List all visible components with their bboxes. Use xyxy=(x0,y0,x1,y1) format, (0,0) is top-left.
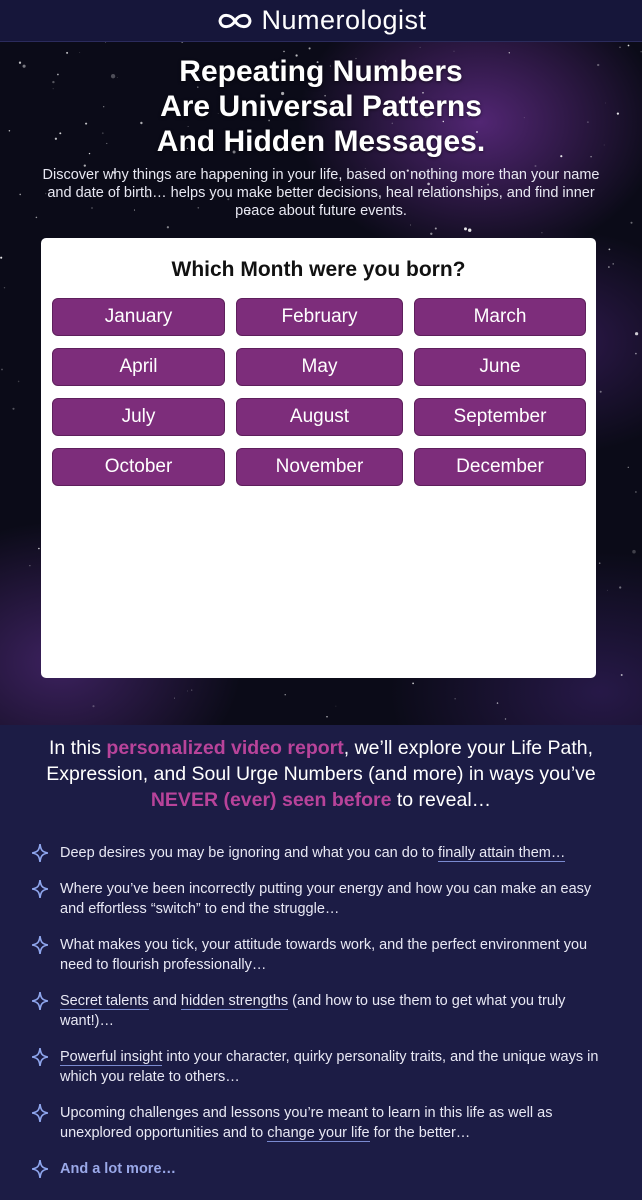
benefits-list xyxy=(32,843,612,1195)
hero-section xyxy=(0,42,642,725)
intro-text-2: , we’ll explore your Life Path, Expression, and Soul Urge Numbers (and more) in ways you’ve xyxy=(46,737,596,785)
bullet-text: into your character, quirky personality traits, and the unique ways in which you relate to others… xyxy=(60,1049,599,1085)
star xyxy=(632,550,636,554)
month-button-october[interactable]: October xyxy=(52,448,225,486)
star xyxy=(635,353,637,355)
star xyxy=(38,548,40,550)
star xyxy=(430,233,432,235)
month-button-january[interactable]: January xyxy=(52,298,225,336)
star xyxy=(619,47,621,49)
star xyxy=(619,586,621,588)
star xyxy=(0,257,2,259)
star xyxy=(92,705,94,707)
bullet-underline: Powerful insight xyxy=(60,1049,163,1065)
star xyxy=(105,42,106,43)
hero-subtext: Discover why things are happening in your life, based on nothing more than your name and date of birth… helps you make better decisions, heal relationships, and find inner peace about future events. xyxy=(42,167,600,219)
bullet-text: Where you’ve been incorrectly putting your energy and how you can make an easy and effortless “switch” to end the struggle… xyxy=(60,881,592,917)
star xyxy=(454,51,455,52)
intro-highlight-personalized: personalized video report xyxy=(106,737,344,759)
bullet-text: and xyxy=(148,993,181,1009)
list-item xyxy=(32,843,612,863)
star xyxy=(4,287,5,288)
month-button-march[interactable]: March xyxy=(414,298,586,336)
star xyxy=(187,691,188,692)
month-button-february[interactable]: February xyxy=(236,298,403,336)
sparkle-icon xyxy=(32,1048,48,1066)
star xyxy=(1,369,3,371)
intro-paragraph xyxy=(20,735,622,813)
sparkle-icon xyxy=(32,880,48,898)
list-item xyxy=(32,935,612,975)
star xyxy=(191,690,192,691)
star xyxy=(621,674,623,676)
star xyxy=(420,47,421,48)
star xyxy=(541,232,542,233)
star xyxy=(336,706,337,707)
star xyxy=(283,51,284,52)
bullet-underline: Secret talents xyxy=(60,993,149,1009)
star xyxy=(635,491,637,493)
star xyxy=(167,226,169,228)
star xyxy=(12,408,14,410)
star xyxy=(600,391,602,393)
month-button-july[interactable]: July xyxy=(52,398,225,436)
month-button-june[interactable]: June xyxy=(414,348,586,386)
brand-logo-text[interactable]: Numerologist xyxy=(261,5,427,35)
month-button-december[interactable]: December xyxy=(414,448,586,486)
sparkle-icon xyxy=(32,1104,48,1122)
list-item xyxy=(32,991,612,1031)
sparkle-icon xyxy=(32,1160,48,1178)
form-title: Which Month were you born? xyxy=(171,258,466,281)
star xyxy=(174,698,175,699)
star xyxy=(630,222,632,224)
star xyxy=(455,698,456,699)
star xyxy=(468,229,471,232)
headline-line-2: Are Universal Patterns xyxy=(160,90,482,123)
list-item xyxy=(32,1103,612,1143)
list-item xyxy=(32,1047,612,1087)
star xyxy=(628,467,629,468)
star xyxy=(464,227,467,230)
intro-text-3: to reveal… xyxy=(391,789,492,811)
bullet-text: Upcoming challenges and lessons you’re meant to learn in this life as well as unexplored opportunities and to xyxy=(60,1105,553,1141)
headline-line-3: And Hidden Messages. xyxy=(156,125,486,158)
star xyxy=(635,332,638,335)
star xyxy=(326,716,327,717)
star xyxy=(607,590,608,591)
benefits-section xyxy=(0,725,642,1200)
star xyxy=(497,702,498,703)
headline-line-1: Repeating Numbers xyxy=(179,55,463,88)
month-button-november[interactable]: November xyxy=(236,448,403,486)
star xyxy=(309,47,311,49)
star xyxy=(608,266,610,268)
site-header xyxy=(0,0,642,42)
birth-month-form xyxy=(41,238,596,678)
intro-text-1: In this xyxy=(48,737,107,759)
and-more-text: And a lot more… xyxy=(60,1161,177,1177)
star xyxy=(18,381,20,383)
star xyxy=(609,249,611,251)
intro-highlight-never: NEVER (ever) seen before xyxy=(150,789,392,811)
star xyxy=(410,225,411,226)
bullet-underline: finally attain them… xyxy=(438,845,566,861)
star xyxy=(19,194,21,196)
star xyxy=(285,694,286,695)
month-button-september[interactable]: September xyxy=(414,398,586,436)
star xyxy=(79,52,80,53)
list-item xyxy=(32,1159,612,1179)
month-button-grid xyxy=(52,298,586,486)
star xyxy=(435,227,437,229)
bullet-underline: change your life xyxy=(267,1125,370,1141)
month-button-august[interactable]: August xyxy=(236,398,403,436)
star xyxy=(628,45,630,47)
infinity-icon xyxy=(215,10,255,32)
star xyxy=(29,565,30,566)
star xyxy=(505,718,506,719)
month-button-may[interactable]: May xyxy=(236,348,403,386)
bullet-text: Deep desires you may be ignoring and what you can do to xyxy=(60,845,439,861)
bullet-underline: hidden strengths xyxy=(180,993,289,1009)
star xyxy=(36,217,38,219)
star xyxy=(181,42,183,43)
star xyxy=(412,683,414,685)
list-item xyxy=(32,879,612,919)
month-button-april[interactable]: April xyxy=(52,348,225,386)
page-headline xyxy=(0,54,642,159)
star xyxy=(641,51,642,52)
sparkle-icon xyxy=(32,992,48,1010)
sparkle-icon xyxy=(32,844,48,862)
bullet-text: for the better… xyxy=(369,1125,471,1141)
bullet-text: (and how to use them to get what you truly want!)… xyxy=(60,993,566,1029)
sparkle-icon xyxy=(32,936,48,954)
star xyxy=(612,263,614,265)
bullet-text: What makes you tick, your attitude towards work, and the perfect environment you need to flourish professionally… xyxy=(60,937,588,973)
star xyxy=(599,562,601,564)
